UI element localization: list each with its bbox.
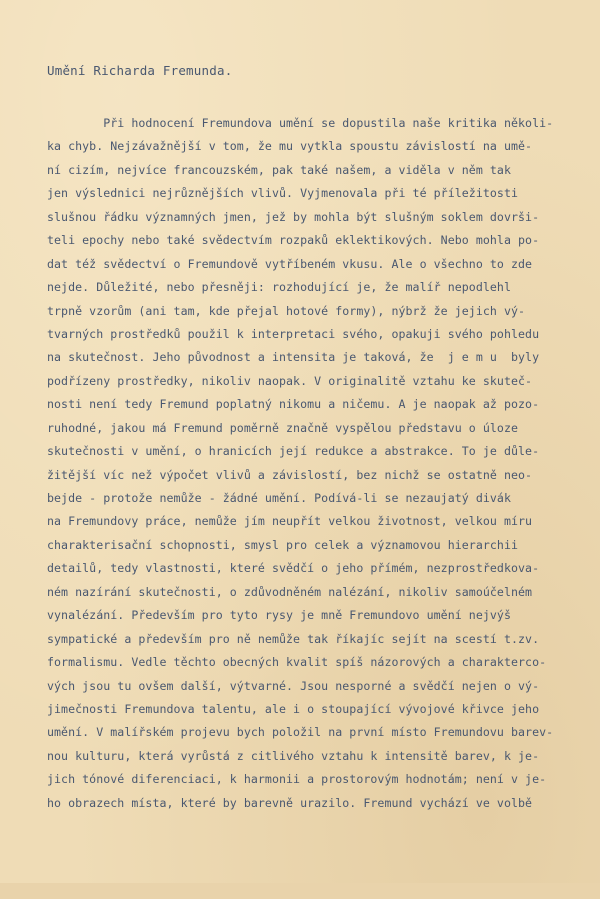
text-line: slušnou řádku významných jmen, jež by mohla být slušným soklem dovrši- bbox=[47, 209, 540, 224]
text-line: jich tónové diferenciaci, k harmonii a prostorovým hodnotám; není v je- bbox=[47, 772, 547, 787]
text-line: tvarných prostředků použil k interpretaci svého, opakuji svého pohledu bbox=[47, 326, 540, 341]
text-line: jimečnosti Fremundova talentu, ale i o stoupající vývojové křivce jeho bbox=[47, 701, 540, 716]
text-line: formalismu. Vedle těchto obecných kvalit spíš názorových a charakterco- bbox=[47, 655, 547, 670]
text-line: ka chyb. Nejzávažnější v tom, že mu vytkla spoustu závislostí na umě- bbox=[47, 139, 533, 154]
document-body bbox=[47, 112, 587, 815]
text-line: detailů, tedy vlastnosti, které svědčí o jeho přímém, nezprostředkova- bbox=[47, 561, 540, 576]
text-line: teli epochy nebo také svědectvím rozpaků eklektikových. Nebo mohla po- bbox=[47, 233, 540, 248]
text-line: ném nazírání skutečnosti, o zdůvodněném nalézání, nikoliv samoúčelném bbox=[47, 584, 533, 599]
text-line: skutečnosti v umění, o hranicích její redukce a abstrakce. To je důle- bbox=[47, 444, 540, 459]
text-line: nou kulturu, která vyrůstá z citlivého vztahu k intensitě barev, k je- bbox=[47, 748, 540, 763]
text-line: charakterisační schopnosti, smysl pro celek a významovou hierarchii bbox=[47, 537, 519, 552]
document-title: Umění Richarda Fremunda. bbox=[47, 63, 233, 78]
text-line: jen výslednici nejrůznějších vlivů. Vyjmenovala při té příležitosti bbox=[47, 186, 519, 201]
text-line: umění. V malířském projevu bych položil na první místo Fremundovu barev- bbox=[47, 725, 554, 740]
text-line: Při hodnocení Fremundova umění se dopustila naše kritika několi- bbox=[47, 116, 554, 130]
text-line: dat též svědectví o Fremundově vytříbeném vkusu. Ale o všechno to zde bbox=[47, 256, 533, 271]
text-line: na Fremundovy práce, nemůže jím neupřít velkou životnost, velkou míru bbox=[47, 514, 533, 529]
text-line: podřízeny prostředky, nikoliv naopak. V originalitě vztahu ke skuteč- bbox=[47, 373, 533, 388]
text-line: trpně vzorům (ani tam, kde přejal hotové formy), nýbrž že jejich vý- bbox=[47, 303, 526, 318]
text-line: bejde - protože nemůže - žádné umění. Podívá-li se nezaujatý divák bbox=[47, 491, 511, 505]
text-line: nosti není tedy Fremund poplatný nikomu a ničemu. A je naopak až pozo- bbox=[47, 397, 540, 412]
text-line: sympatické a především pro ně nemůže tak říkajíc sejít na scestí t.zv. bbox=[47, 631, 540, 646]
text-line: žitější víc než výpočet vlivů a závislostí, bez nichž se ostatně neo- bbox=[47, 467, 533, 482]
text-line: vých jsou tu ovšem další, výtvarné. Jsou nesporné a svědčí nejen o vý- bbox=[47, 678, 540, 693]
text-line: ruhodné, jakou má Fremund poměrně značně vyspělou představu o úloze bbox=[47, 420, 519, 435]
text-line: ho obrazech místa, které by barevně urazilo. Fremund vychází ve volbě bbox=[47, 795, 533, 810]
text-line: nejde. Důležité, nebo přesněji: rozhodující je, že malíř nepodlehl bbox=[47, 280, 511, 295]
text-line: na skutečnost. Jeho původnost a intensita je taková, že j e m u byly bbox=[47, 350, 540, 365]
text-line: ní cizím, nejvíce francouzském, pak také našem, a viděla v něm tak bbox=[47, 162, 511, 177]
text-line: vynalézání. Především pro tyto rysy je mně Fremundovo umění nejvýš bbox=[47, 608, 511, 623]
